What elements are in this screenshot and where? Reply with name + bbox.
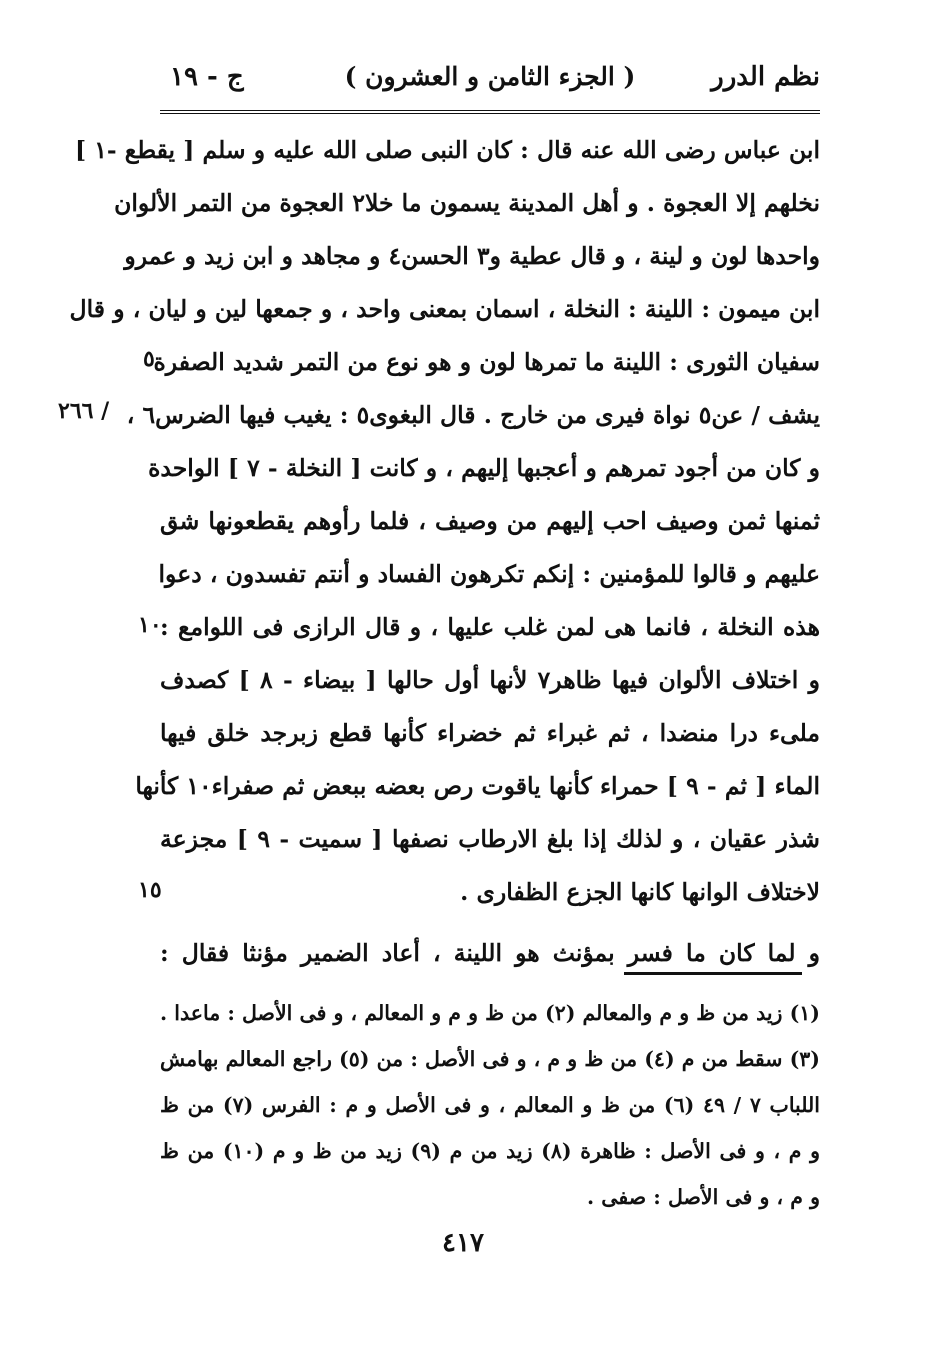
footnote-line: اللباب ٧ / ٤٩ (٦) من ظ و المعالم ، و فى الأصل و م : الفرس (٧) من ظ: [160, 1093, 820, 1117]
text-line: هذه النخلة ، فانما هى لمن غلب عليها ، و قال الرازى فى اللوامع :: [160, 613, 820, 641]
text-line: ملىء درا منضدا ، ثم غبراء ثم خضراء كأنها قطع زبرجد خلق فيها: [160, 719, 820, 747]
text-line: شذر عقيان ، و لذلك إذا بلغ الارطاب نصفها [ سميت - ٩ ] مجزعة: [160, 825, 820, 853]
text-line: عليهم و قالوا للمؤمنين : إنكم تكرهون الفساد و أنتم تفسدون ، دعوا: [158, 560, 820, 588]
footnote-line: (١) زيد من ظ و م والمعالم (٢) من ظ و م و المعالم ، و فى الأصل : ماعدا .: [160, 1001, 820, 1025]
text-line: واحدها لون و لينة ، و قال عطية و٣ الحسن٤ و مجاهد و ابن زيد و عمرو: [124, 242, 820, 270]
manuscript-folio-marker: / ٢٦٦: [58, 398, 110, 424]
text-line: لاختلاف الوانها كانها الجزع الظفارى .: [460, 878, 820, 906]
footnote-separator: [624, 972, 802, 975]
text-line: و كان من أجود تمرهم و أعجبها إليهم ، و كانت [ النخلة - ٧ ] الواحدة: [148, 454, 820, 482]
footnote-line: و م ، و فى الأصل : صفى .: [587, 1185, 820, 1209]
text-line: و اختلاف الألوان فيها ظاهر٧ لأنها أول حالها [ بيضاء - ٨ ] كصدف: [160, 666, 820, 694]
text-line: الماء [ ثم - ٩ ] حمراء كأنها ياقوت رص بعضه ببعض ثم صفراء١٠ كأنها: [135, 772, 820, 800]
volume-number: ج - ١٩: [170, 62, 244, 92]
line-number-5: ٥: [143, 346, 155, 372]
book-title: نظم الدرر: [711, 62, 820, 92]
line-number-15: ١٥: [138, 877, 162, 903]
text-line: نخلهم إلا العجوة . و أهل المدينة يسمون ما خلا٢ العجوة من التمر الألوان: [114, 189, 820, 217]
running-header: [160, 52, 820, 108]
text-line: ثمنها ثمن وصيف احب إليهم من وصيف ، فلما رأوهم يقطعونها شق: [160, 507, 820, 535]
text-line: ابن ميمون : اللينة : النخلة ، اسمان بمعنى واحد ، و جمعها لين و ليان ، و قال: [69, 295, 820, 323]
page-number: ٤١٧: [442, 1228, 484, 1258]
closing-line: و لما كان ما فسر بمؤنث هو اللينة ، أعاد الضمير مؤنثا فقال :: [160, 939, 820, 967]
footnote-line: و م ، و فى الأصل : ظاهرة (٨) زيد من م (٩) زيد من ظ و م (١٠) من ظ: [160, 1139, 820, 1163]
footnotes: [160, 990, 820, 1220]
text-line: سفيان الثورى : اللينة ما تمرها لون و هو نوع من التمر شديد الصفرة: [153, 348, 820, 376]
footnote-line: (٣) سقط من م (٤) من ظ و م ، و فى الأصل : من (٥) راجع المعالم بهامش: [160, 1047, 820, 1071]
header-double-rule: [160, 110, 820, 114]
line-number-10: ١٠: [138, 612, 162, 638]
part-title: ( الجزء الثامن و العشرون ): [344, 62, 636, 91]
text-line: ابن عباس رضى الله عنه قال : كان النبى صلى الله عليه و سلم [ يقطع -١ ]: [74, 136, 820, 164]
text-line: يشف / عن٥ نواة فيرى من خارج . قال البغوى٥ : يغيب فيها الضرس٦ ،: [126, 401, 820, 429]
